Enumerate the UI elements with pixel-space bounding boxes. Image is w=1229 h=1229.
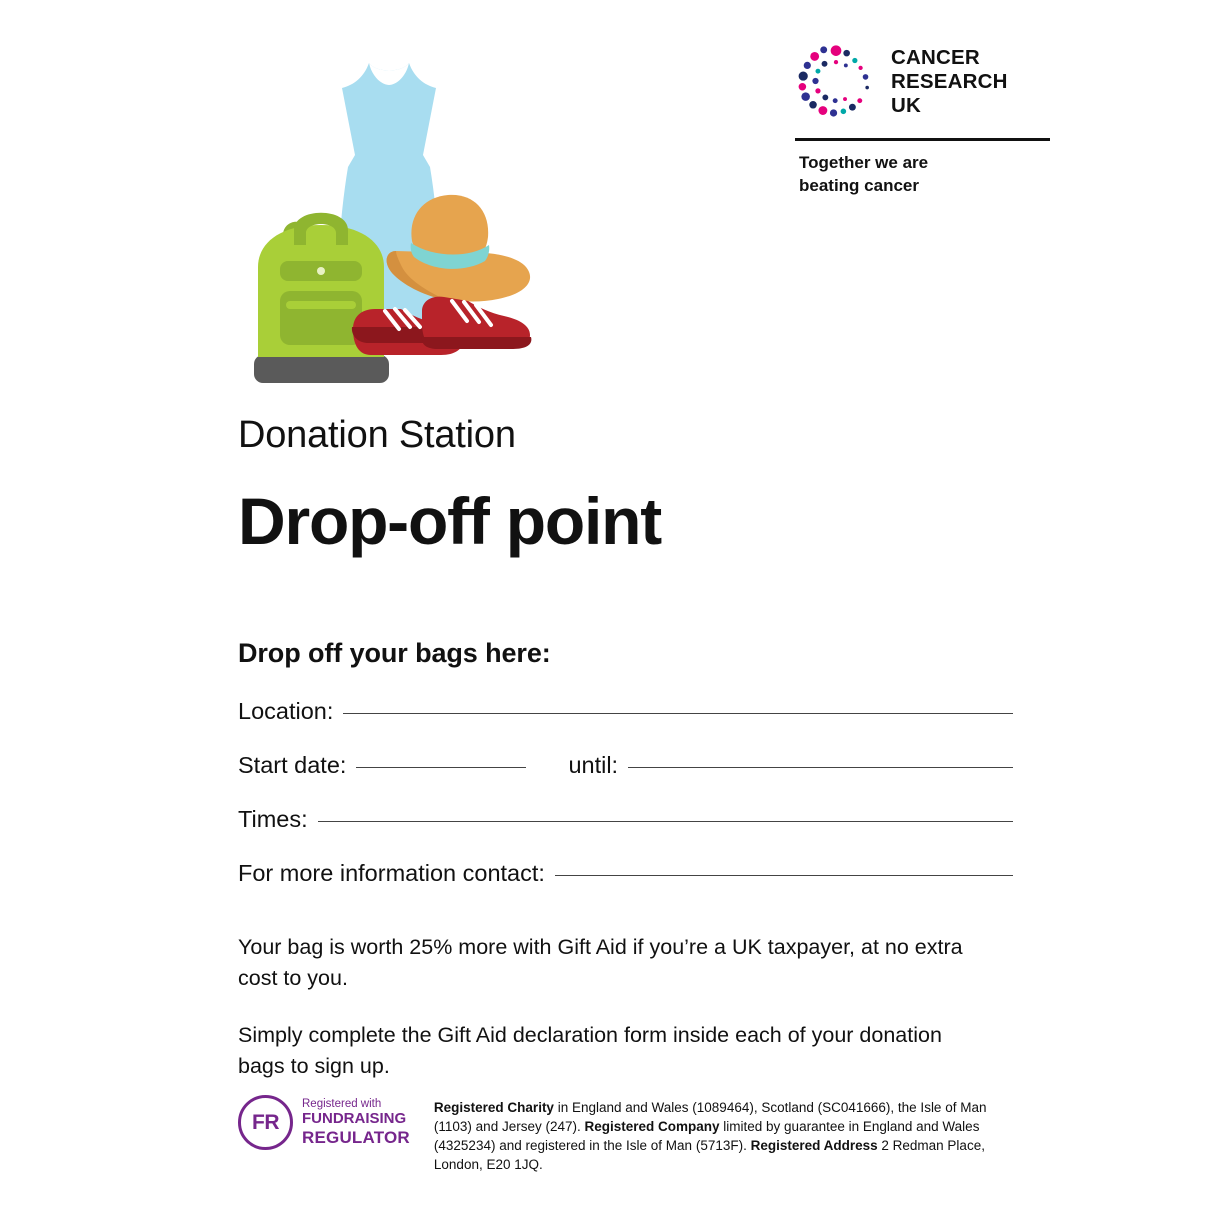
times-label: Times: <box>238 806 308 832</box>
registered-company-value: limited by guarantee in England and Wales (4325234) and registered in the Isle of Man (5713F). <box>433 1119 980 1154</box>
page-title: Drop-off point <box>238 484 662 558</box>
fr-line1: Registered with <box>302 1098 382 1111</box>
field-row-times <box>238 806 1013 833</box>
fundraising-regulator-badge <box>238 1095 410 1150</box>
registered-address-label: Registered Address <box>750 1138 878 1154</box>
location-input-line[interactable] <box>343 713 1013 714</box>
backpack-icon <box>254 213 389 383</box>
gift-aid-instructions-paragraph: Simply complete the Gift Aid declaration form inside each of your donation bags to sign up. <box>238 1023 942 1079</box>
contact-input-line[interactable] <box>555 875 1013 876</box>
registered-company-label: Registered Company <box>584 1119 720 1135</box>
logo-word-line2: RESEARCH <box>891 69 1008 93</box>
location-label: Location: <box>238 698 334 724</box>
fr-line2: FUNDRAISING <box>302 1110 407 1128</box>
logo-divider <box>795 138 1050 141</box>
footer <box>238 1095 998 1175</box>
start-date-input-line[interactable] <box>356 767 526 768</box>
contact-label: For more information contact: <box>238 860 545 886</box>
logo-wordmark <box>891 40 1008 117</box>
until-label: until: <box>568 752 619 778</box>
legal-text <box>434 1098 998 1175</box>
gift-aid-paragraph: Your bag is worth 25% more with Gift Aid if you’re a UK taxpayer, at no extra cost to you. <box>238 935 963 991</box>
brand-tagline-line1: Together we are <box>799 153 929 172</box>
start-date-label: Start date: <box>238 752 347 778</box>
field-row-start-date <box>238 752 1013 779</box>
field-row-location <box>238 698 1013 725</box>
logo-row <box>795 40 1055 122</box>
brand-tagline-line2: beating cancer <box>799 175 919 195</box>
registered-charity-label: Registered Charity <box>433 1100 554 1115</box>
fr-line3: REGULATOR <box>302 1127 410 1147</box>
registered-charity-value: in England and Wales (1089464), Scotland (SC041666), the Isle of Man (1103) and Jersey (247). <box>433 1100 987 1135</box>
fundraising-regulator-wordmark <box>302 1098 410 1147</box>
brand-logo-block <box>795 40 1055 198</box>
page-kicker: Donation Station <box>238 414 516 456</box>
times-input-line[interactable] <box>318 821 1013 822</box>
brand-tagline <box>799 152 1055 198</box>
form-heading: Drop off your bags here: <box>238 638 551 668</box>
end-date-input-line[interactable] <box>628 767 1013 768</box>
cancer-research-uk-dot-c-logo-icon <box>795 40 877 122</box>
logo-word-line3: UK <box>891 93 922 117</box>
donated-clothes-illustration <box>236 55 581 395</box>
field-row-contact <box>238 860 1013 887</box>
logo-word-line1: CANCER <box>891 46 980 69</box>
fundraising-regulator-icon: FR <box>238 1095 293 1150</box>
registered-address-value: 2 Redman Place, London, E20 1JQ. <box>433 1138 985 1173</box>
dropoff-details-form <box>238 638 1013 914</box>
